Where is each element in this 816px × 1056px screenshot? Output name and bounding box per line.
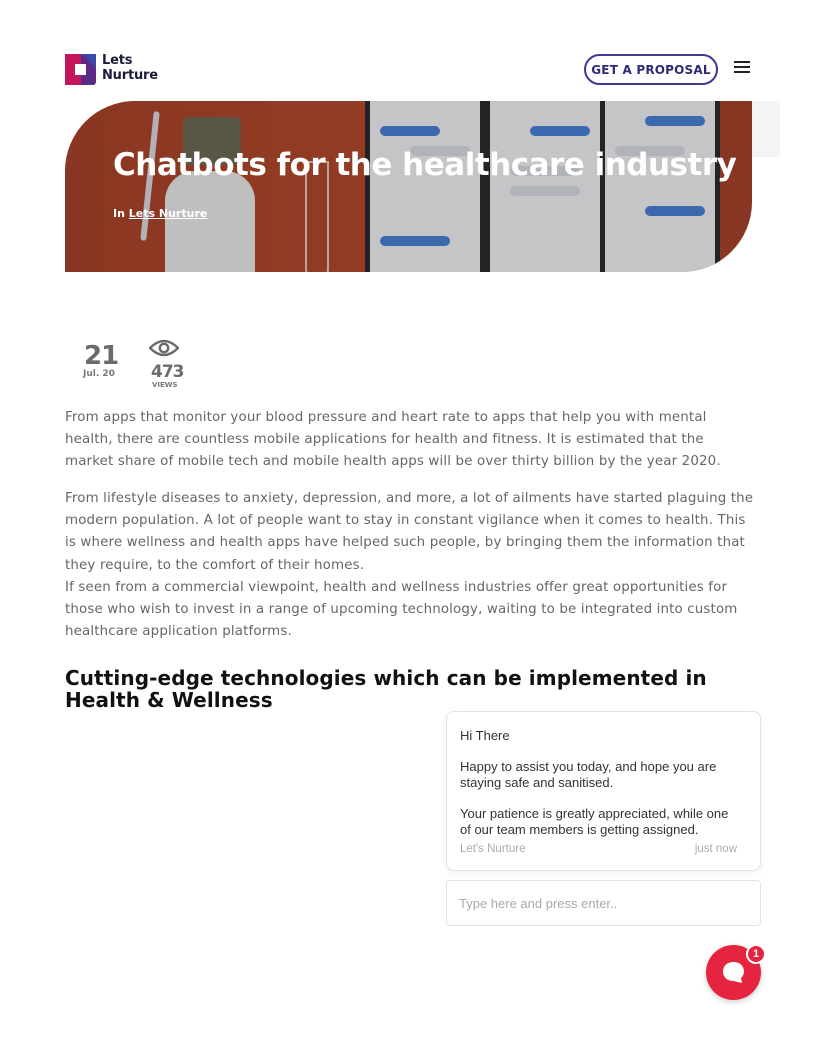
article-paragraph: If seen from a commercial viewpoint, health and wellness industries offer great opportunities for those who wish to invest in a range of upcoming technology, waiting to be integrated into custom healthcare application platforms. [65, 580, 738, 640]
logo-mark-icon [65, 54, 96, 85]
chat-timestamp: just now [694, 843, 737, 855]
side-strip [752, 101, 780, 157]
logo-line2: Nurture [102, 68, 158, 83]
views-count: 473 [151, 362, 184, 382]
hero-banner [65, 101, 752, 272]
chat-message: Your patience is greatly appreciated, while one of our team members is getting assigned. [460, 806, 729, 837]
post-category [113, 207, 207, 220]
chat-greeting: Hi There [460, 728, 510, 743]
article-paragraph: From lifestyle diseases to anxiety, depression, and more, a lot of ailments have started plaguing the modern population. A lot of people want to stay in constant vigilance when it comes to health. This is where wellness and health apps have helped such people, by bringing them the information that they require, to the comfort of their homes. [65, 491, 754, 573]
category-link[interactable]: Lets Nurture [128, 207, 208, 220]
post-month: Jul. 20 [83, 369, 115, 379]
logo-text [102, 53, 158, 83]
eye-icon [149, 338, 179, 358]
chat-input[interactable] [446, 880, 761, 926]
category-prefix: In [113, 207, 125, 220]
site-logo[interactable] [65, 53, 165, 87]
notification-badge: 1 [746, 944, 766, 964]
hero-overlay [65, 101, 752, 272]
post-day: 21 [84, 341, 119, 371]
hamburger-menu-icon[interactable] [734, 61, 750, 73]
section-heading: Cutting-edge technologies which can be implemented in Health & Wellness [65, 666, 707, 712]
page-title: Chatbots for the healthcare industry [113, 147, 737, 183]
views-label: VIEWS [152, 381, 178, 389]
chat-bubble-icon [720, 959, 747, 986]
get-a-proposal-button[interactable]: GET A PROPOSAL [584, 54, 718, 85]
chat-message-card [446, 711, 761, 871]
article-paragraph: From apps that monitor your blood pressure and heart rate to apps that help you with mental health, there are countless mobile applications for health and fitness. It is estimated that the market share of mobile tech and mobile health apps will be over thirty billion by the year 2020. [65, 410, 721, 470]
chat-message: Happy to assist you today, and hope you are staying safe and sanitised. [460, 759, 717, 790]
chat-sender: Let's Nurture [460, 843, 526, 855]
logo-line1: Lets [102, 53, 133, 68]
